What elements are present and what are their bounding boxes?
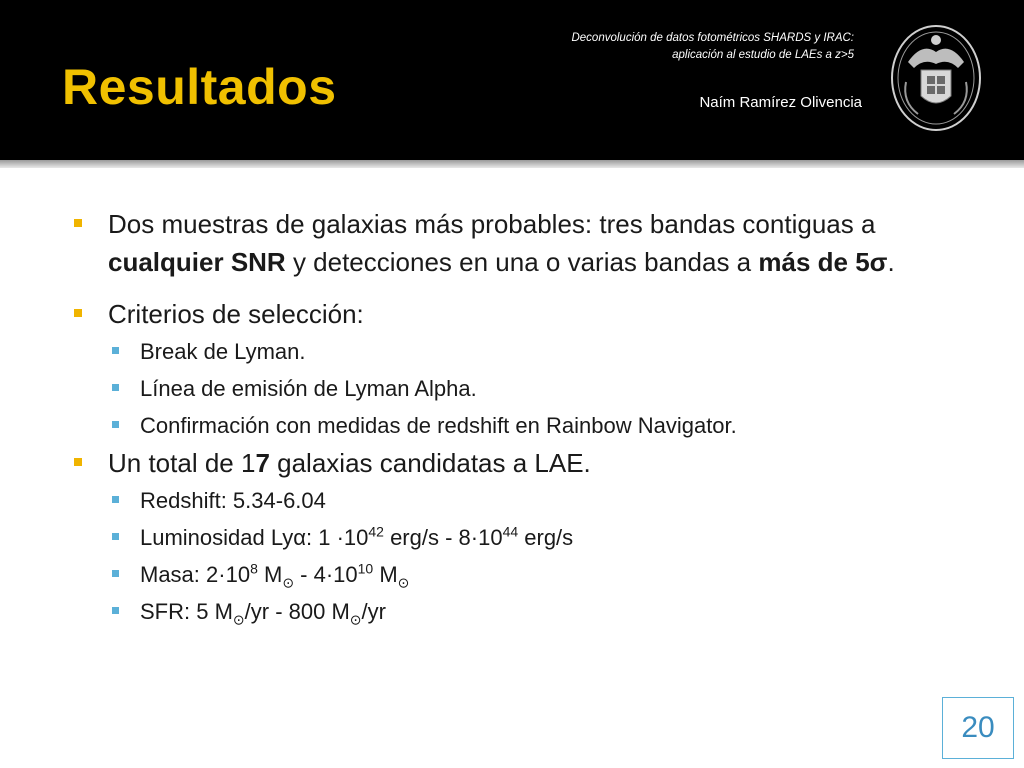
sub-bullet-redshift: Redshift: 5.34-6.04: [72, 482, 952, 519]
bullet-total: Un total de 17 galaxias candidatas a LAE.: [72, 444, 952, 482]
subtitle-line-2: aplicación al estudio de LAEs a z>5: [672, 49, 854, 61]
bold-snr: cualquier SNR: [108, 247, 286, 277]
bold-sigma: más de 5σ: [758, 247, 888, 277]
sub-bullet-luminosity: Luminosidad Lyα: $1 \cdot 10^{42}$ $erg/s - 8\cdot 10^{44}$ erg/s: [72, 519, 952, 556]
bullet-marker: [74, 309, 82, 317]
sub-bullet-mass: Masa: $2\cdot 10^8$ $M_⊙ - 4\cdot 10^{10}$ $M_⊙$: [72, 556, 952, 593]
slide-body: [72, 205, 952, 630]
presentation-subtitle: [514, 30, 854, 64]
sub-bullet-marker: [112, 533, 119, 540]
solar-symbol: ⊙: [282, 574, 295, 591]
bullet-marker: [74, 458, 82, 466]
sub-bullet-lyman-break: Break de Lyman.: [72, 333, 952, 370]
slide-number: 20: [942, 697, 1014, 759]
sub-bullet-marker: [112, 347, 119, 354]
bold-count: 7: [255, 448, 270, 478]
bullet-criteria: Criterios de selección:: [72, 295, 952, 333]
slide-title: Resultados: [62, 59, 337, 115]
sub-bullet-marker: [112, 570, 119, 577]
bullet-marker: [74, 219, 82, 227]
sub-bullet-redshift-confirmation: Confirmación con medidas de redshift en Rainbow Navigator.: [72, 407, 952, 444]
slide-header: [0, 0, 1024, 160]
header-divider: [0, 160, 1024, 168]
solar-symbol: ⊙: [349, 611, 362, 628]
solar-symbol: ⊙: [397, 574, 410, 591]
subtitle-line-1: Deconvolución de datos fotométricos SHARDS y IRAC:: [571, 32, 854, 44]
sub-bullet-sfr: SFR: 5 $M_⊙/yr - 800$ $M_⊙/yr$: [72, 593, 952, 630]
sub-bullet-marker: [112, 384, 119, 391]
sub-bullet-marker: [112, 421, 119, 428]
solar-symbol: ⊙: [232, 611, 245, 628]
author-name: Naím Ramírez Olivencia: [699, 94, 862, 111]
university-crest-icon: [888, 22, 984, 134]
sub-bullet-lyman-alpha: Línea de emisión de Lyman Alpha.: [72, 370, 952, 407]
sub-bullet-marker: [112, 607, 119, 614]
sub-bullet-marker: [112, 496, 119, 503]
bullet-samples: Dos muestras de galaxias más probables: tres bandas contiguas a cualquier SNR y detecciones en una o varias bandas a más de 5σ.: [72, 205, 952, 281]
